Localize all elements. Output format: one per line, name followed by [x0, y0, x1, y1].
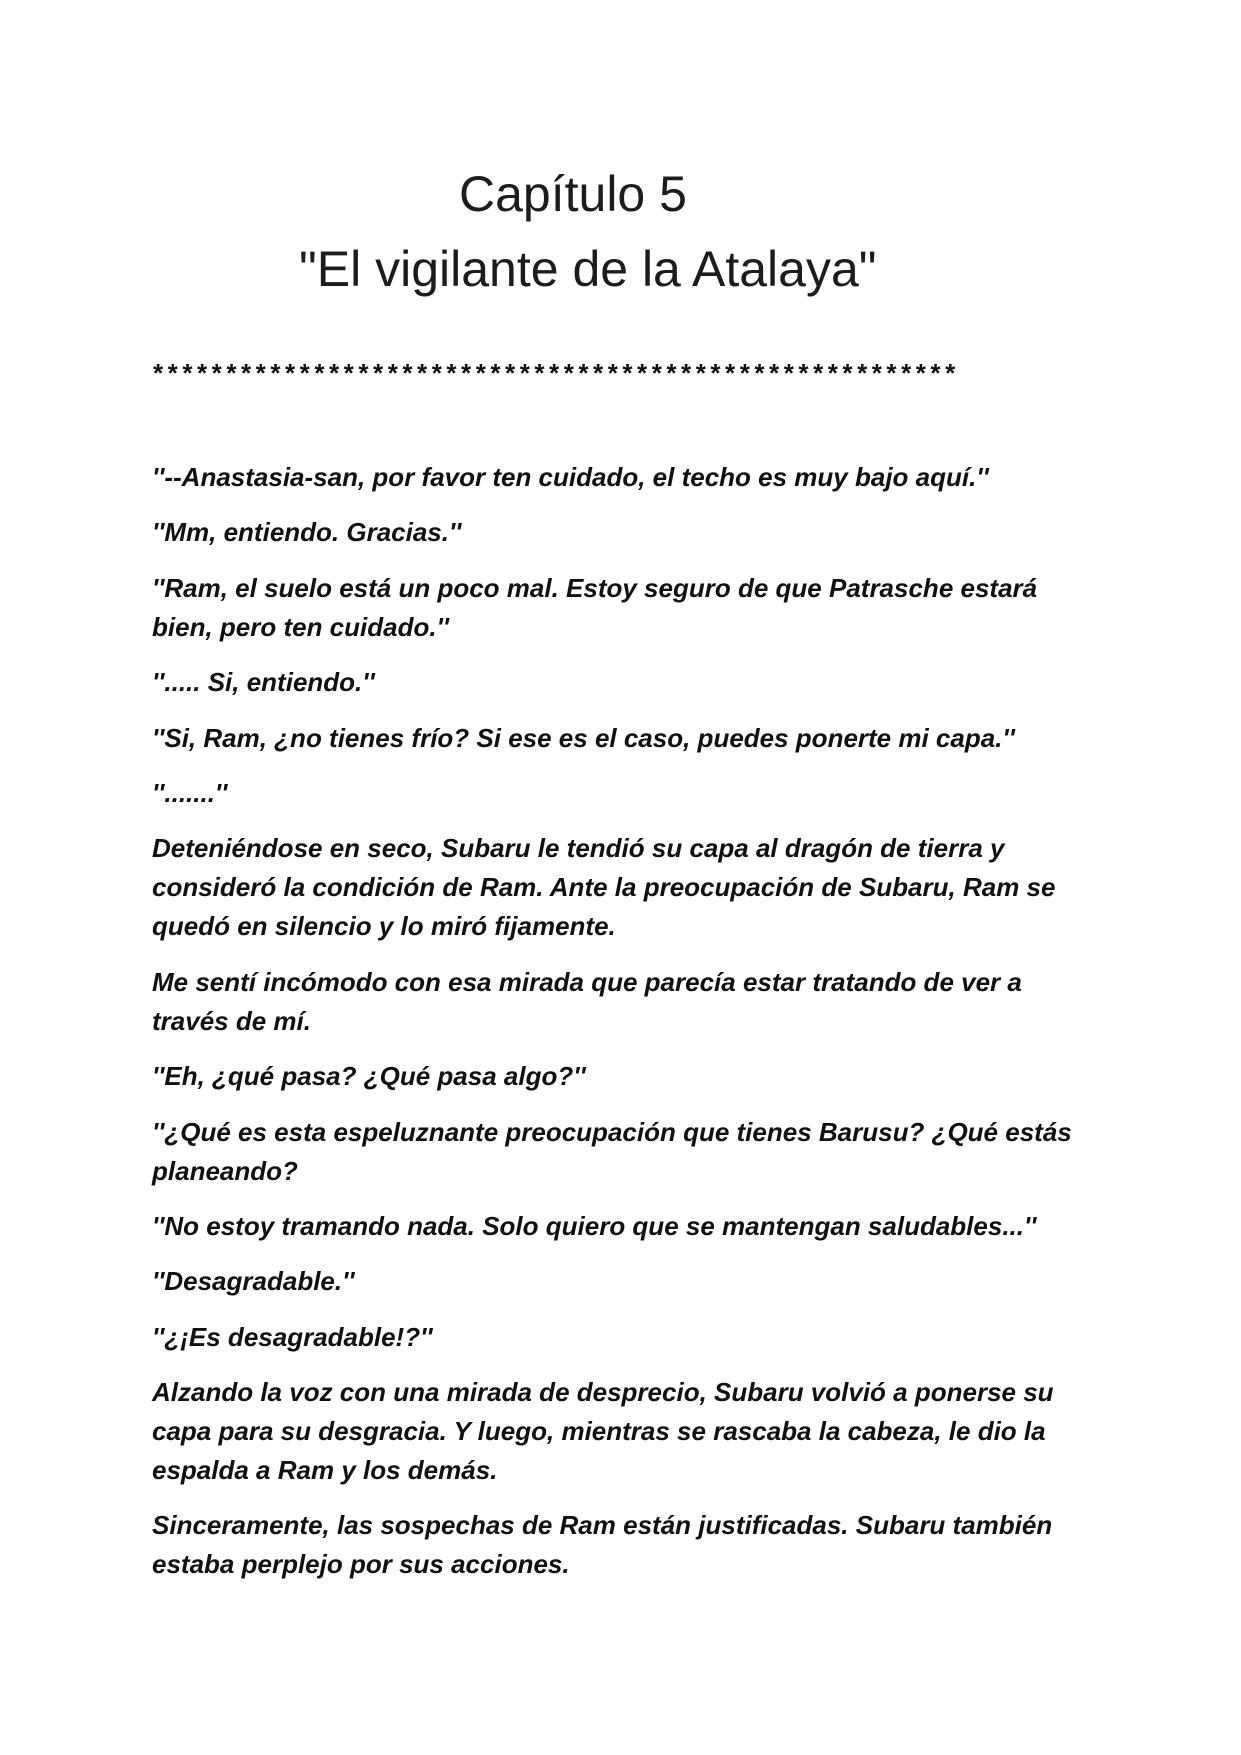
text-line: Me sentí incómodo con esa mirada que parecía estar tratando de ver a	[152, 966, 1022, 997]
text-line: ''Ram, el suelo está un poco mal. Estoy seguro de que Patrasche estará	[152, 572, 1038, 603]
text-line: Sinceramente, las sospechas de Ram están justificadas. Subaru también	[152, 1510, 1053, 1541]
separator-asterisks: *******************************************************	[152, 358, 959, 388]
paragraph	[152, 1262, 1152, 1301]
text-line: ''No estoy tramando nada. Solo quiero que se mantengan saludables...''	[152, 1210, 1037, 1241]
paragraph	[152, 963, 1152, 1041]
paragraph	[152, 513, 1152, 552]
text-line: ''..... Si, entiendo.''	[152, 667, 375, 698]
paragraph	[152, 1506, 1152, 1584]
paragraph	[152, 1057, 1152, 1096]
text-line: planeando?	[152, 1155, 298, 1186]
paragraph	[152, 719, 1152, 758]
text-line: Deteniéndose en seco, Subaru le tendió su capa al dragón de tierra y	[152, 833, 1005, 864]
text-line: ''Desagradable.''	[152, 1266, 355, 1297]
text-line: espalda a Ram y los demás.	[152, 1455, 498, 1486]
text-line: ''Eh, ¿qué pasa? ¿Qué pasa algo?''	[152, 1061, 586, 1092]
paragraph	[152, 569, 1152, 647]
paragraph	[152, 1318, 1152, 1357]
text-line: quedó en silencio y lo miró fijamente.	[152, 911, 616, 942]
text-line: través de mí.	[152, 1005, 311, 1036]
paragraph	[152, 1373, 1152, 1490]
paragraph	[152, 829, 1152, 946]
text-line: ''.......''	[152, 777, 228, 808]
paragraph	[152, 663, 1152, 702]
text-line: ''Mm, entiendo. Gracias.''	[152, 517, 462, 548]
text-line: ''¿Qué es esta espeluznante preocupación que tienes Barusu? ¿Qué estás	[152, 1116, 1072, 1147]
chapter-body	[152, 458, 1152, 1601]
text-line: ''--Anastasia-san, por favor ten cuidado, el techo es muy bajo aquí.''	[152, 462, 989, 492]
text-line: capa para su desgracia. Y luego, mientras se rascaba la cabeza, le dio la	[152, 1416, 1046, 1447]
paragraph	[152, 1113, 1152, 1191]
text-line: bien, pero ten cuidado.''	[152, 611, 449, 642]
text-line: Alzando la voz con una mirada de desprecio, Subaru volvió a ponerse su	[152, 1377, 1054, 1408]
paragraph	[152, 1207, 1152, 1246]
text-line: estaba perplejo por sus acciones.	[152, 1549, 570, 1580]
paragraph	[152, 458, 1152, 497]
text-line: consideró la condición de Ram. Ante la preocupación de Subaru, Ram se	[152, 872, 1056, 903]
text-line: ''¿¡Es desagradable!?''	[152, 1321, 433, 1352]
chapter-number: Capítulo 5	[459, 166, 687, 222]
text-line: ''Si, Ram, ¿no tienes frío? Si ese es el caso, puedes ponerte mi capa.''	[152, 722, 1015, 753]
paragraph	[152, 774, 1152, 813]
chapter-title: "El vigilante de la Atalaya"	[299, 241, 877, 297]
